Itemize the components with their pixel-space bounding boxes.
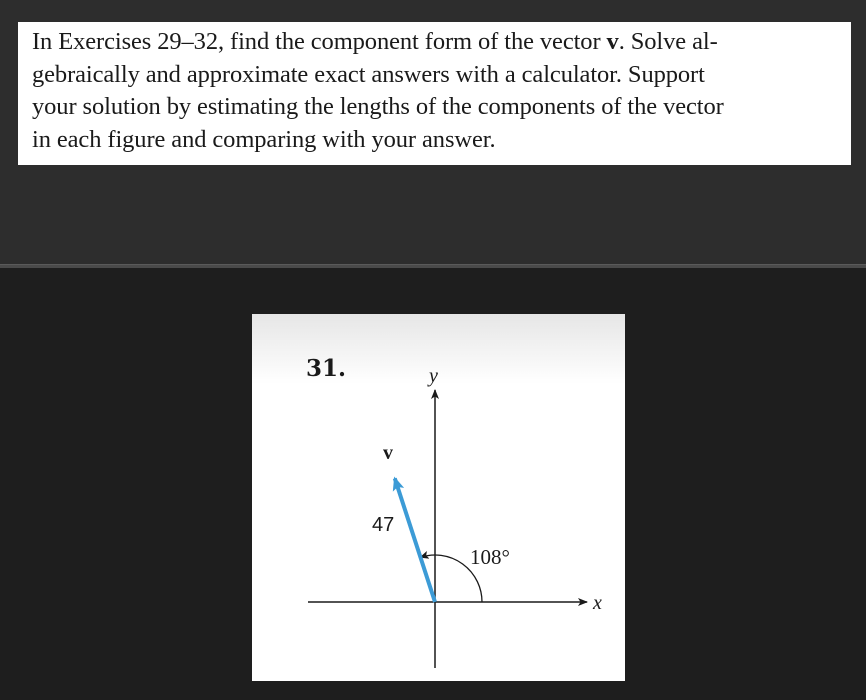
figure-card bbox=[252, 314, 625, 681]
problem-line-4: in each figure and comparing with your answer. bbox=[32, 125, 496, 153]
x-axis-label: x bbox=[593, 592, 602, 614]
vector-diagram bbox=[252, 314, 625, 681]
exercise-number: 31. bbox=[306, 355, 347, 382]
vector-v bbox=[395, 478, 435, 602]
problem-line-1: In Exercises 29–32, find the component form of the vector v. Solve al- bbox=[32, 28, 718, 55]
problem-text-box bbox=[18, 22, 851, 165]
problem-panel bbox=[0, 0, 866, 265]
magnitude-label: 47 bbox=[372, 514, 395, 536]
angle-label: 108° bbox=[470, 545, 510, 569]
vector-label: v bbox=[383, 442, 393, 464]
y-axis-label: y bbox=[429, 365, 438, 387]
problem-line-3: your solution by estimating the lengths of the components of the vector bbox=[32, 93, 724, 120]
problem-statement bbox=[32, 26, 837, 156]
problem-line-2: gebraically and approximate exact answers with a calculator. Support bbox=[32, 60, 705, 88]
